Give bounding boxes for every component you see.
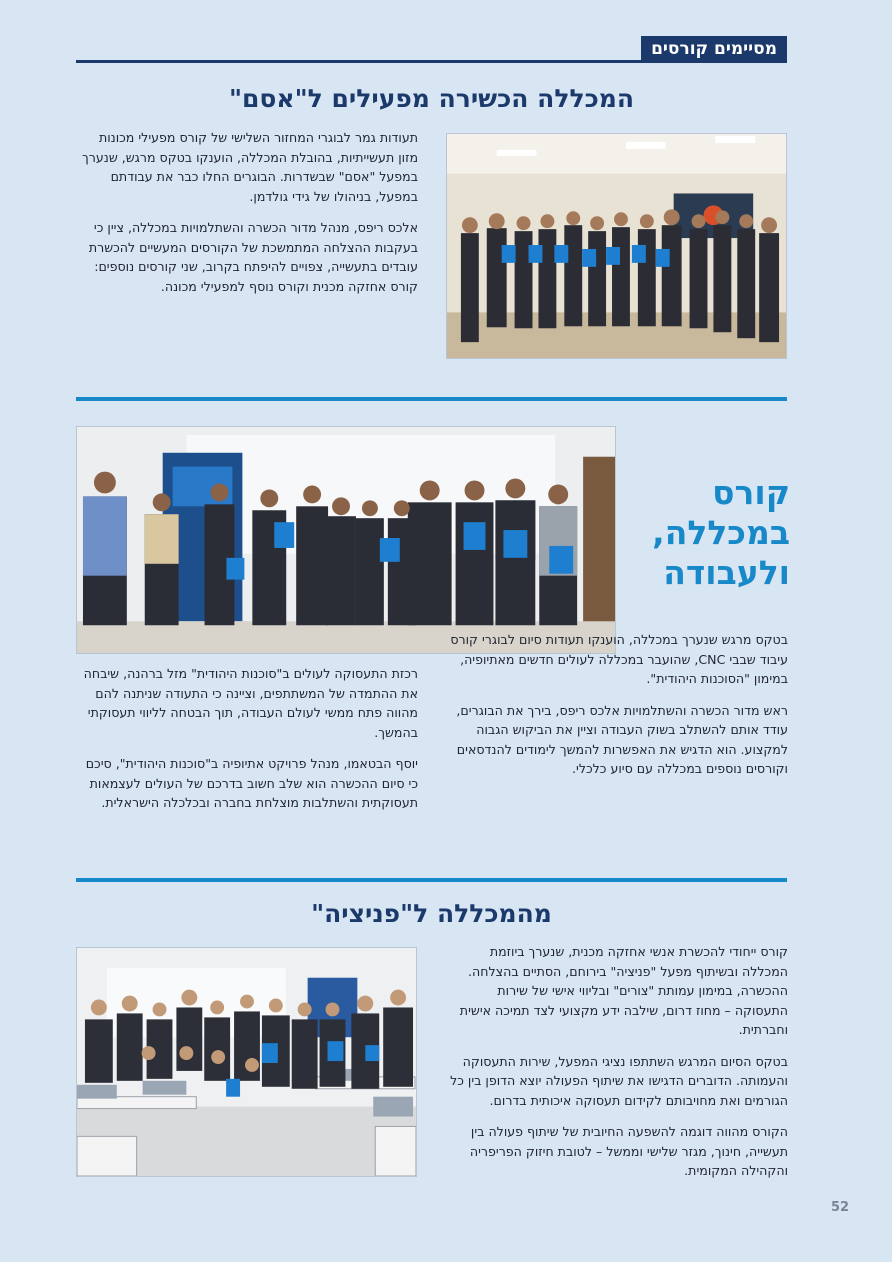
article1-paragraph-1: תעודות גמר לבוגרי המחזור השלישי של קורס מפעילי מכונות מזון תעשייתיות, בהובלת המכללה, הוענקו בטקס מרגש, שנערך במפעל "אסם" שבשדרות. הבוגרים החלו כבר את עבודתם במפעל, בניהולו של גידי גולדמן. <box>82 130 418 204</box>
article2-title <box>618 473 790 593</box>
article3-paragraph-1: קורס ייחודי להכשרת אנשי אחזקה מכנית, שנערך ביוזמת המכללה ובשיתוף מפעל "פניציה" בירוחם, הסתיים בהצלחה. ההכשרה, במימון עמותת "צורים" ובליווי אישי של שירות התעסוקה – מחוז דרום, שילבה ידע מקצועי לצד תמיכה אישית וחברתית. <box>459 944 788 1037</box>
article3-text <box>444 942 788 1193</box>
article2-title-line-1: קורס <box>712 473 790 512</box>
article2-paragraph-2: ראש מדור הכשרה והשתלמויות אלכס ריפס, בירך את הבוגרים, עודד אותם להשתלב בשוק העבודה וציין את הביקוש הגבוה למקצוע. הוא הדגיש את האפשרות להמשך לימודים להנדסאים וקורסים נוספים במכללה עם סיוע כלכלי. <box>456 702 788 776</box>
article1-group-photo <box>446 133 787 359</box>
article3-group-photo <box>76 947 417 1177</box>
page-number: 52 <box>831 1200 850 1215</box>
article2-text-right <box>444 630 788 791</box>
divider-2 <box>76 878 787 882</box>
article3-paragraph-3: הקורס מהווה דוגמה להשפעה החיובית של שיתוף פעולה בין תעשייה, חינוך, מגזר שלישי וממשל – לטובת חיזוק הפריפריה והקהילה המקומית. <box>469 1124 788 1178</box>
section-tag: מסיימים קורסים <box>641 36 787 62</box>
article1-text <box>76 128 418 308</box>
article2-title-line-2: במכללה, <box>652 513 790 552</box>
article2-title-line-3: ולעבודה <box>663 553 790 592</box>
article2-paragraph-3: רכזת התעסוקה לעולים ב"סוכנות היהודית" מזל ברהנה, שיבחה את ההתמדה של המשתתפים, וציינה כי התעודה שניתנה להם מהווה פתח ממשי לעולם העבודה, תוך הבטחה לליווי תעסוקתי בהמשך. <box>83 666 418 740</box>
article2-paragraph-1: בטקס מרגש שנערך במכללה, הוענקו תעודות סיום לבוגרי קורס עיבוד שבבי CNC, שהועבר במכללה לעולים חדשים מאתיופיה, במימון "הסוכנות היהודית". <box>450 632 788 686</box>
divider-1 <box>76 397 787 401</box>
header-rule <box>76 60 787 63</box>
article2-group-photo <box>76 426 616 654</box>
article2-text-left <box>76 664 418 825</box>
article1-paragraph-2: אלכס ריפס, מנהל מדור הכשרה והשתלמויות במכללה, ציין כי בעקבות ההצלחה המתמשכת של הקורסים המעשיים להכשרת עובדים בתעשייה, צפויים להיפתח בקרוב, שני קורסים נוספים: קורס אחזקה מכנית וקורס נוסף למפעילי מכונה. <box>88 220 418 294</box>
article3-paragraph-2: בטקס הסיום המרגש השתתפו נציגי המפעל, שירות התעסוקה והעמותה. הדוברים הדגישו את שיתוף הפעולה יוצא הדופן בין כל הגורמים ואת מחויבותם לקידום תעסוקה איכותית בדרום. <box>450 1053 788 1108</box>
article3-title: מהמכללה ל"פניציה" <box>311 899 552 928</box>
article1-title: המכללה הכשירה מפעילים ל"אסם" <box>228 84 635 113</box>
article2-paragraph-4: יוסף הבטאמו, מנהל פרויקט אתיופיה ב"סוכנות היהודית", סיכם כי סיום ההכשרה הוא שלב חשוב בדרכם של העולים לעצמאות תעסוקתית והשתלבות מוצלחת בחברה ובכלכלה הישראלית. <box>85 756 418 810</box>
